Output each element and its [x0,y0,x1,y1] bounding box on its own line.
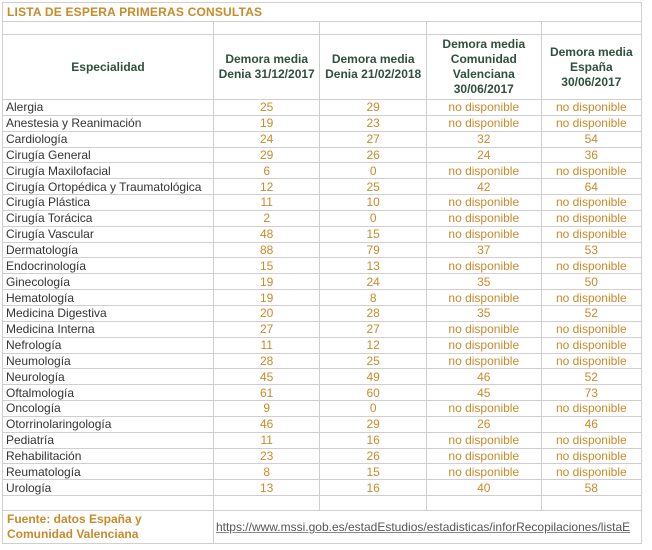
comunidad-valenciana-cell: no disponible [426,321,541,337]
header-specialty: Especialidad [3,35,214,100]
specialty-cell: Rehabilitación [3,448,214,464]
specialty-cell: Cirugía Ortopédica y Traumatológica [3,179,214,195]
blank-cell [213,22,320,35]
comunidad-valenciana-cell: 37 [426,242,541,258]
espana-cell: no disponible [541,100,641,116]
specialty-cell: Dermatología [3,242,214,258]
denia-2018-cell: 25 [320,353,427,369]
table-row [3,274,642,290]
denia-2017-cell: 48 [213,226,320,242]
comunidad-valenciana-cell: no disponible [426,258,541,274]
denia-2018-cell: 27 [320,321,427,337]
table-row [3,210,642,226]
comunidad-valenciana-cell: no disponible [426,448,541,464]
table-row [3,258,642,274]
espana-cell: no disponible [541,226,641,242]
denia-2018-cell: 23 [320,115,427,131]
comunidad-valenciana-cell: 35 [426,305,541,321]
table-row [3,321,642,337]
specialty-cell: Pediatría [3,432,214,448]
espana-cell: no disponible [541,290,641,306]
header-denia-2018: Demora media Denia 21/02/2018 [320,35,427,100]
denia-2018-cell: 26 [320,147,427,163]
denia-2017-cell: 20 [213,305,320,321]
table-row [3,147,642,163]
espana-cell: 53 [541,242,641,258]
comunidad-valenciana-cell: 40 [426,480,541,496]
denia-2017-cell: 19 [213,274,320,290]
denia-2017-cell: 13 [213,480,320,496]
specialty-cell: Oncología [3,401,214,417]
denia-2017-cell: 19 [213,115,320,131]
comunidad-valenciana-cell: no disponible [426,163,541,179]
denia-2017-cell: 61 [213,385,320,401]
espana-cell: no disponible [541,321,641,337]
comunidad-valenciana-cell: no disponible [426,100,541,116]
specialty-cell: Neumología [3,353,214,369]
denia-2018-cell: 0 [320,210,427,226]
denia-2018-cell: 28 [320,305,427,321]
espana-cell: 52 [541,369,641,385]
table-row [3,305,642,321]
specialty-cell: Ginecología [3,274,214,290]
table-row [3,242,642,258]
espana-cell: 58 [541,480,641,496]
denia-2017-cell: 12 [213,179,320,195]
denia-2018-cell: 25 [320,179,427,195]
comunidad-valenciana-cell: 35 [426,274,541,290]
specialty-cell: Cirugía Plástica [3,195,214,211]
blank-cell [426,496,541,511]
espana-cell: 64 [541,179,641,195]
denia-2018-cell: 0 [320,163,427,179]
specialty-cell: Cirugía Torácica [3,210,214,226]
blank-cell [213,496,320,511]
specialty-cell: Hematología [3,290,214,306]
header-espana: Demora media España 30/06/2017 [541,35,641,100]
table-row [3,131,642,147]
spreadsheet [2,2,650,544]
table-row [3,353,642,369]
specialty-cell: Oftalmología [3,385,214,401]
comunidad-valenciana-cell: no disponible [426,401,541,417]
espana-cell: no disponible [541,163,641,179]
table-row [3,115,642,131]
espana-cell: 50 [541,274,641,290]
waiting-list-table [2,2,642,544]
denia-2017-cell: 2 [213,210,320,226]
denia-2017-cell: 24 [213,131,320,147]
denia-2017-cell: 27 [213,321,320,337]
denia-2018-cell: 27 [320,131,427,147]
blank-cell [541,22,641,35]
denia-2018-cell: 16 [320,432,427,448]
specialty-cell: Endocrinología [3,258,214,274]
denia-2018-cell: 15 [320,226,427,242]
espana-cell: no disponible [541,337,641,353]
espana-cell: 54 [541,131,641,147]
source-label: Fuente: datos España y Comunidad Valenciana [3,511,214,544]
espana-cell: no disponible [541,401,641,417]
comunidad-valenciana-cell: no disponible [426,337,541,353]
comunidad-valenciana-cell: no disponible [426,210,541,226]
comunidad-valenciana-cell: no disponible [426,432,541,448]
comunidad-valenciana-cell: no disponible [426,464,541,480]
denia-2017-cell: 11 [213,195,320,211]
table-row [3,163,642,179]
specialty-cell: Cardiología [3,131,214,147]
denia-2017-cell: 11 [213,337,320,353]
specialty-cell: Cirugía Vascular [3,226,214,242]
sheet-title: LISTA DE ESPERA PRIMERAS CONSULTAS [3,3,642,22]
table-row [3,416,642,432]
denia-2018-cell: 29 [320,416,427,432]
denia-2018-cell: 15 [320,464,427,480]
denia-2017-cell: 11 [213,432,320,448]
comunidad-valenciana-cell: no disponible [426,195,541,211]
denia-2018-cell: 8 [320,290,427,306]
denia-2018-cell: 0 [320,401,427,417]
table-row [3,369,642,385]
specialty-cell: Neurología [3,369,214,385]
denia-2017-cell: 25 [213,100,320,116]
comunidad-valenciana-cell: no disponible [426,353,541,369]
denia-2017-cell: 88 [213,242,320,258]
header-comunidad-valenciana: Demora media Comunidad Valenciana 30/06/2017 [426,35,541,100]
table-row [3,195,642,211]
table-row [3,448,642,464]
table-row [3,401,642,417]
source-link[interactable]: https://www.mssi.gob.es/estadEstudios/estadisticas/inforRecopilaciones/listaE [213,511,641,544]
specialty-cell: Medicina Interna [3,321,214,337]
denia-2018-cell: 49 [320,369,427,385]
espana-cell: 73 [541,385,641,401]
espana-cell: no disponible [541,432,641,448]
denia-2017-cell: 46 [213,416,320,432]
espana-cell: no disponible [541,258,641,274]
blank-cell [3,496,214,511]
espana-cell: 52 [541,305,641,321]
denia-2018-cell: 10 [320,195,427,211]
denia-2017-cell: 8 [213,464,320,480]
table-row [3,432,642,448]
espana-cell: no disponible [541,115,641,131]
espana-cell: no disponible [541,195,641,211]
specialty-cell: Anestesia y Reanimación [3,115,214,131]
specialty-cell: Reumatología [3,464,214,480]
espana-cell: no disponible [541,448,641,464]
table-row [3,337,642,353]
blank-cell [541,496,641,511]
denia-2017-cell: 45 [213,369,320,385]
denia-2017-cell: 15 [213,258,320,274]
denia-2018-cell: 24 [320,274,427,290]
espana-cell: no disponible [541,210,641,226]
specialty-cell: Cirugía Maxilofacial [3,163,214,179]
table-row [3,464,642,480]
denia-2017-cell: 19 [213,290,320,306]
comunidad-valenciana-cell: 32 [426,131,541,147]
comunidad-valenciana-cell: no disponible [426,115,541,131]
denia-2017-cell: 9 [213,401,320,417]
denia-2017-cell: 28 [213,353,320,369]
table-row [3,385,642,401]
blank-cell [3,22,214,35]
espana-cell: no disponible [541,353,641,369]
denia-2017-cell: 6 [213,163,320,179]
comunidad-valenciana-cell: 26 [426,416,541,432]
comunidad-valenciana-cell: 46 [426,369,541,385]
table-row [3,100,642,116]
specialty-cell: Nefrología [3,337,214,353]
blank-cell [426,22,541,35]
denia-2018-cell: 16 [320,480,427,496]
denia-2018-cell: 29 [320,100,427,116]
denia-2018-cell: 60 [320,385,427,401]
denia-2018-cell: 12 [320,337,427,353]
specialty-cell: Cirugía General [3,147,214,163]
comunidad-valenciana-cell: 42 [426,179,541,195]
specialty-cell: Alergia [3,100,214,116]
blank-cell [320,496,427,511]
espana-cell: 46 [541,416,641,432]
table-row [3,290,642,306]
espana-cell: no disponible [541,464,641,480]
denia-2018-cell: 26 [320,448,427,464]
table-row [3,480,642,496]
table-row [3,179,642,195]
comunidad-valenciana-cell: no disponible [426,226,541,242]
blank-cell [320,22,427,35]
comunidad-valenciana-cell: 24 [426,147,541,163]
specialty-cell: Medicina Digestiva [3,305,214,321]
denia-2017-cell: 29 [213,147,320,163]
denia-2018-cell: 13 [320,258,427,274]
specialty-cell: Otorrinolaringología [3,416,214,432]
comunidad-valenciana-cell: 45 [426,385,541,401]
denia-2017-cell: 23 [213,448,320,464]
denia-2018-cell: 79 [320,242,427,258]
header-denia-2017: Demora media Denia 31/12/2017 [213,35,320,100]
espana-cell: 36 [541,147,641,163]
comunidad-valenciana-cell: no disponible [426,290,541,306]
specialty-cell: Urología [3,480,214,496]
table-row [3,226,642,242]
